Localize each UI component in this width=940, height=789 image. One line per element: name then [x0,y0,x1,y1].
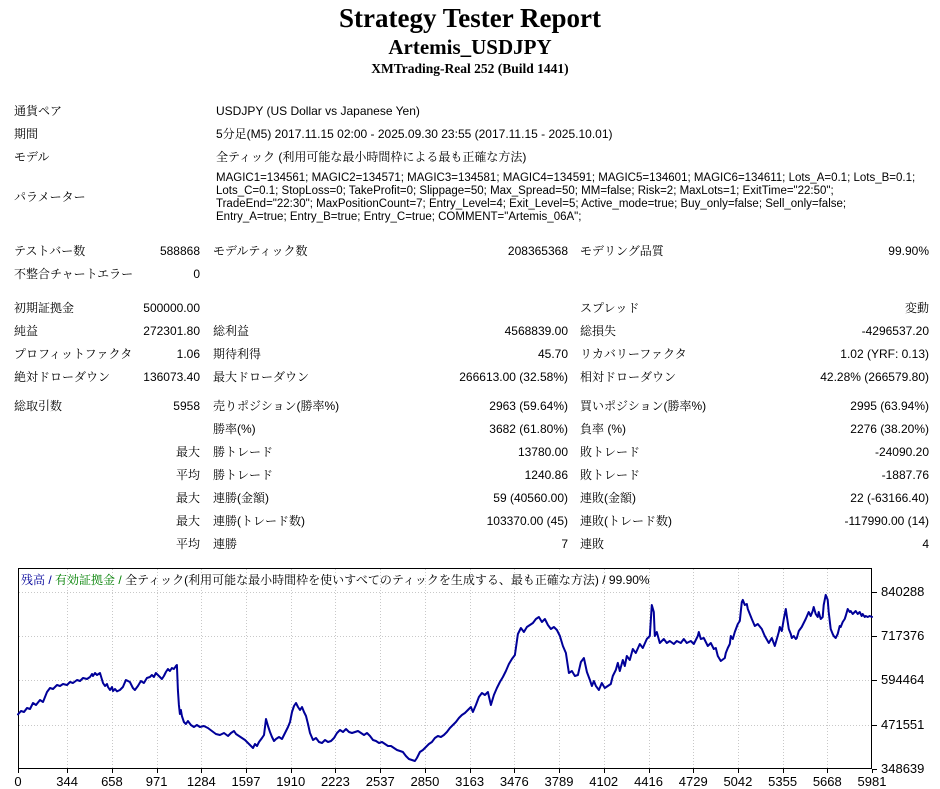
stat-value: 変動 [904,301,929,315]
stat-label: 期待利得 [213,347,262,361]
stat-value: -4296537.20 [861,324,929,338]
info-section [0,100,940,226]
x-axis-label: 5042 [723,774,753,789]
stat-value: 5958 [173,399,200,413]
stat-label: 純益 [14,324,39,338]
y-axis-label: 717376 [881,628,925,644]
stat-label: 売りポジション(勝率%) [213,399,340,413]
x-axis-label: 3476 [499,774,529,789]
stat-value: 588868 [159,244,200,258]
stat-label: 敗トレード [580,445,641,459]
stat-value: 1.06 [176,347,200,361]
x-axis-label: 3789 [544,774,574,789]
stat-value: 45.70 [537,347,568,361]
stat-value: 136073.40 [143,370,200,384]
stat-label: 最大 [175,445,200,459]
parameters-value: MAGIC1=134561; MAGIC2=134571; MAGIC3=134581; MAGIC4=134591; MAGIC5=134601; MAGIC6=134611; Lots_A=0.1; Lots_B=0.1; Lots_C=0.1; StopLoss=0; TakeProfit=0; Slippage=50; Max_Spread=50; MM=false; Risk=2; MaxLots=1; ExitTime="22:50"; TradeEnd="22:30"; MaxPositionCount=7; Entry_Level=4; Exit_Level=5; Active_mode=true; Buy_only=false; Sell_only=false; Entry_A=true; Entry_B=true; Entry_C=true; COMMENT="Artemis_06A"; [216,172,916,223]
x-axis-label: 2850 [410,774,440,789]
stat-label: 絶対ドローダウン [14,370,111,384]
x-axis-label: 2223 [320,774,350,789]
x-axis-label: 5355 [768,774,798,789]
info-row-symbol [0,100,940,123]
stat-label: 連敗(金額) [580,491,636,505]
stats-row-net-profit [0,320,940,343]
info-label: パラメーター [14,190,86,204]
stat-label: 総取引数 [14,399,63,413]
info-label: モデル [14,150,50,164]
stat-label: 相対ドローダウン [580,370,677,384]
x-axis-label: 0 [14,774,22,789]
stat-label: 負率 (%) [580,422,626,436]
stat-label: 連敗(トレード数) [580,514,672,528]
server-build: XMTrading-Real 252 (Build 1441) [371,61,569,76]
stat-label: 敗トレード [580,468,641,482]
stats-row-max-consecutive-count [0,510,940,533]
x-axis-label: 1284 [186,774,216,789]
stat-value: 266613.00 (32.58%) [459,370,568,384]
stat-value: 2963 (59.64%) [489,399,568,413]
stats-row-mismatch-errors [0,263,940,286]
stat-label: 最大 [175,491,200,505]
info-row-period [0,123,940,146]
info-value: 5分足(M5) 2017.11.15 02:00 - 2025.09.30 23:55 (2017.11.15 - 2025.10.01) [216,127,613,141]
legend-separator: / [45,573,56,587]
ea-name: Artemis_USDJPY [388,35,552,59]
x-axis-label: 658 [101,774,123,789]
info-label: 通貨ペア [14,104,63,118]
stat-label: 勝トレード [213,445,274,459]
x-axis-label: 4729 [678,774,708,789]
stat-label: モデリング品質 [580,244,664,258]
stat-label: 連勝(金額) [213,491,269,505]
stat-value: 7 [561,537,568,551]
info-value: 全ティック (利用可能な最小時間枠による最も正確な方法) [216,150,527,164]
stat-label: 総損失 [580,324,617,338]
stat-label: 平均 [175,468,200,482]
chart-legend [21,571,650,588]
stat-value: -117990.00 (14) [844,514,929,528]
stats-row-bars [0,240,940,263]
info-row-model [0,146,940,169]
stats-row-total-trades [0,395,940,418]
stat-label: 連敗 [580,537,605,551]
x-axis-label: 4416 [634,774,663,789]
balance-chart-canvas [0,568,940,789]
x-axis-label: 5981 [857,774,887,789]
stat-value: 272301.80 [143,324,200,338]
info-label: 期間 [14,127,39,141]
legend-balance-label: 残高 [21,573,46,587]
balance-chart [0,568,940,789]
stat-value: 59 (40560.00) [493,491,568,505]
stat-label: リカバリーファクタ [580,347,687,361]
stat-value: -24090.20 [874,445,929,459]
x-axis-label: 3163 [455,774,485,789]
stat-value: 1.02 (YRF: 0.13) [840,347,929,361]
stat-value: 1240.86 [524,468,568,482]
stat-label: プロフィットファクタ [14,347,133,361]
x-axis-label: 2537 [365,774,395,789]
stats-row-average-trade [0,464,940,487]
chart-plot-border [19,569,872,769]
info-row-parameters [0,169,940,226]
x-axis-label: 344 [56,774,78,789]
stat-label: スプレッド [580,301,640,315]
stat-value: 13780.00 [517,445,568,459]
stat-label: 連勝(トレード数) [213,514,305,528]
stat-label: 平均 [175,537,200,551]
stat-label: 不整合チャートエラー [14,267,134,281]
x-axis-label: 1597 [231,774,261,789]
stat-label: 初期証拠金 [14,301,75,315]
stats-row-max-consecutive-amount [0,487,940,510]
page-title: Strategy Tester Report [339,3,601,33]
stats-row-drawdown [0,366,940,389]
stat-value: 3682 (61.80%) [489,422,568,436]
y-axis-label: 840288 [881,584,925,599]
stat-value: 99.90% [888,244,929,258]
stat-label: 買いポジション(勝率%) [580,399,707,413]
legend-model-quality: 全ティック(利用可能な最小時間枠を使いすべてのティックを生成する、最も正確な方法) / 99.90% [125,573,650,587]
stat-value: 4568839.00 [504,324,568,338]
info-value: USDJPY (US Dollar vs Japanese Yen) [216,104,420,118]
legend-separator: / [115,573,126,587]
stat-label: 勝率(%) [213,422,256,436]
legend-equity-label: 有効証拠金 [55,573,116,587]
stat-value: 42.28% (266579.80) [820,370,929,384]
y-axis-label: 471551 [881,716,925,732]
stat-value: 2276 (38.20%) [850,422,929,436]
stats-row-largest-trade [0,441,940,464]
stat-value: 2995 (63.94%) [850,399,929,413]
stats-row-win-rate [0,418,940,441]
stat-value: 208365368 [507,244,568,258]
y-axis-label: 594464 [881,672,925,688]
stat-label: 総利益 [213,324,250,338]
stat-label: 最大ドローダウン [213,370,310,384]
stat-label: 勝トレード [213,468,274,482]
report-header [0,2,940,77]
stat-label: モデルティック数 [213,244,308,258]
stats-row-profit-factor [0,343,940,366]
stat-value: 4 [922,537,929,551]
x-axis-label: 1910 [276,774,306,789]
x-axis-label: 971 [145,774,168,789]
stat-value: 500000.00 [143,301,200,315]
stat-value: 22 (-63166.40) [850,491,929,505]
y-axis-label: 348639 [881,760,925,776]
stat-value: 0 [193,267,200,281]
x-axis-label: 4102 [589,774,619,789]
stat-label: 最大 [175,514,200,528]
stats-row-average-consecutive [0,533,940,556]
stats-section [0,240,940,556]
stats-row-initial-deposit [0,297,940,320]
x-axis-label: 5668 [812,774,842,789]
stat-label: テストバー数 [14,244,86,258]
stat-value: 103370.00 (45) [486,514,568,528]
stat-label: 連勝 [213,537,238,551]
stat-value: -1887.76 [881,468,929,482]
